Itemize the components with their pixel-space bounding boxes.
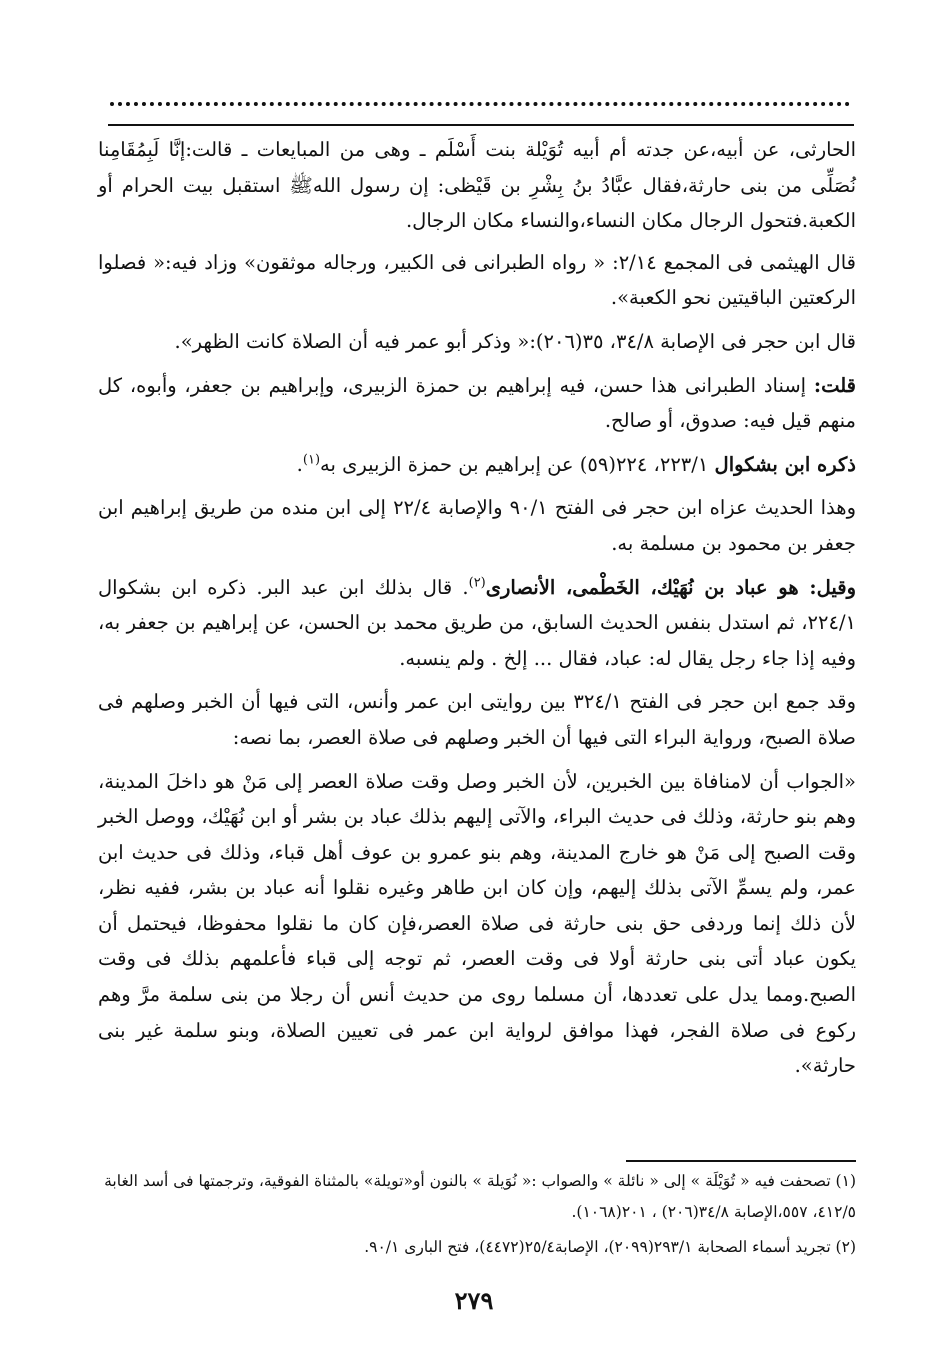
- paragraph: [98, 245, 856, 316]
- footnotes: [98, 1166, 856, 1267]
- paragraph: [98, 132, 856, 239]
- paragraph: [98, 490, 856, 561]
- paragraph-lead: قلت:: [813, 373, 856, 397]
- paragraph: [98, 447, 856, 483]
- paragraph: [98, 764, 856, 1084]
- paragraph-text: قال الهيثمى فى المجمع ٢/١٤: « رواه الطبرانى فى الكبير، ورجاله موثقون» وزاد فيه:« فصلوا الركعتين الباقيتين نحو الكعبة».: [98, 250, 856, 310]
- footnote: (٢) تجريد أسماء الصحابة ٢٩٣/١(٢٠٩٩)، الإصابة٢٥/٤(٤٤٧٢)، فتح البارى ٩٠/١.: [364, 1238, 856, 1256]
- paragraph-tail: .: [296, 452, 303, 476]
- footnote-rule: [626, 1160, 856, 1162]
- paragraph-text: الحارثى، عن أبيه،عن جدته أم أبيه تُوَيْلة بنت أَسْلَم ـ وهى من المبايعات ـ قالت:إنَّا لَبِمُقَامِنا نُصَلِّى من بنى حارثة،فقال عبَّادُ بنُ بِشْرِ بن قَيْظى: إن رسول اللهﷺ استقبل بيت الحرام أو الكعبة.فتحول الرجال مكان النساء،والنساء مكان الرجال.: [98, 138, 856, 233]
- paragraph-text: إسناد الطبرانى هذا حسن، فيه إبراهيم بن حمزة الزبيرى، وإبراهيم بن جعفر، وأبوه، كل منهم قيل فيه: صدوق، أو صالح.: [98, 373, 856, 433]
- paragraph-lead: وقيل: هو عباد بن نُهَيْك، الخَطْمى، الأنصارى: [485, 575, 856, 599]
- footnote-ref: (١): [302, 452, 321, 468]
- paragraph-text: «الجواب أن لامنافاة بين الخبرين، لأن الخبر وصل وقت صلاة العصر إلى مَنْ هو داخلَ المدينة، وهم بنو حارثة، وذلك فى حديث البراء، والآتى إليهم بذلك عباد بن بشر أو ابن نُهَيْك، ووصل الخبر وقت الصبح إلى مَنْ هو خارج المدينة، وهم بنو عمرو بن عوف أهل قباء، وذلك فى حديث ابن عمر، ولم يسمِّ الآتى بذلك إليهم، وإن كان ابن طاهر وغيره نقلوا أنه عباد بن بشر، ففيه نظر، لأن ذلك إنما وردفى حق بنى حارثة فى صلاة العصر،فإن كان ما نقلوا محفوظا، فيحتمل أن يكون عباد أتى بنى حارثة أولا فى وقت العصر، ثم توجه إلى قباء فأعلمهم بذلك فى وقت الصبح.ومما يدل على تعددها، أن مسلما روى من حديث أنس أن رجلا من بنى سلمة مرَّ وهم ركوع فى صلاة الفجر، فهذا موافق لرواية ابن عمر فى تعيين الصلاة، وبنو سلمة غير بنى حارثة».: [98, 769, 856, 1078]
- header-rule: [108, 124, 854, 126]
- paragraph: [98, 570, 856, 677]
- footnote: (١) تصحفت فيه « تُوَيْلَة » إلى « نائلة » والصواب :« نُوَيلة » بالنون أو«تويلة» بالمثناة الفوقية، وترجمتها فى أسد الغابة ٤١٢/٥، ٥٥٧،الإصابة ٣٤/٨(٢٠٦) ، ٢٠١(١٠٦٨).: [104, 1172, 856, 1221]
- footnote-ref: (٢): [468, 575, 486, 591]
- paragraph-text: قال ابن حجر فى الإصابة ٣٤/٨، ٣٥(٢٠٦):« وذكر أبو عمر فيه أن الصلاة كانت الظهر».: [174, 329, 856, 353]
- paragraph-lead: ذكره ابن بشكوال: [714, 452, 856, 476]
- header-dotted-line: [110, 88, 850, 106]
- page-number: ٢٧٩: [454, 1286, 494, 1315]
- paragraph: [98, 684, 856, 755]
- main-text: [98, 132, 856, 1092]
- paragraph: [98, 324, 856, 360]
- paragraph-text: وهذا الحديث عزاه ابن حجر فى الفتح ٩٠/١ والإصابة ٢٢/٤ إلى ابن منده من طريق إبراهيم ابن جعفر بن محمود بن مسلمة به.: [98, 496, 857, 555]
- paragraph-text: ٢٢٣/١، ٢٢٤(٥٩) عن إبراهيم بن حمزة الزبيرى به: [320, 452, 715, 476]
- paragraph-text: وقد جمع ابن حجر فى الفتح ٣٢٤/١ بين روايتى ابن عمر وأنس، التى فيها أن الخبر وصلهم فى صلاة الصبح، ورواية البراء التى فيها أن الخبر وصلهم فى صلاة العصر، بما نصه:: [98, 690, 857, 749]
- paragraph-text: . قال بذلك ابن عبد البر. ذكره ابن بشكوال ٢٢٤/١، ثم استدل بنفس الحديث السابق، من طريق محمد بن الحسن، عن إبراهيم بن جعفر به، وفيه إذا جاء رجل يقال له: عباد، فقال ... إلخ . ولم ينسبه.: [98, 575, 856, 670]
- paragraph: [98, 368, 856, 439]
